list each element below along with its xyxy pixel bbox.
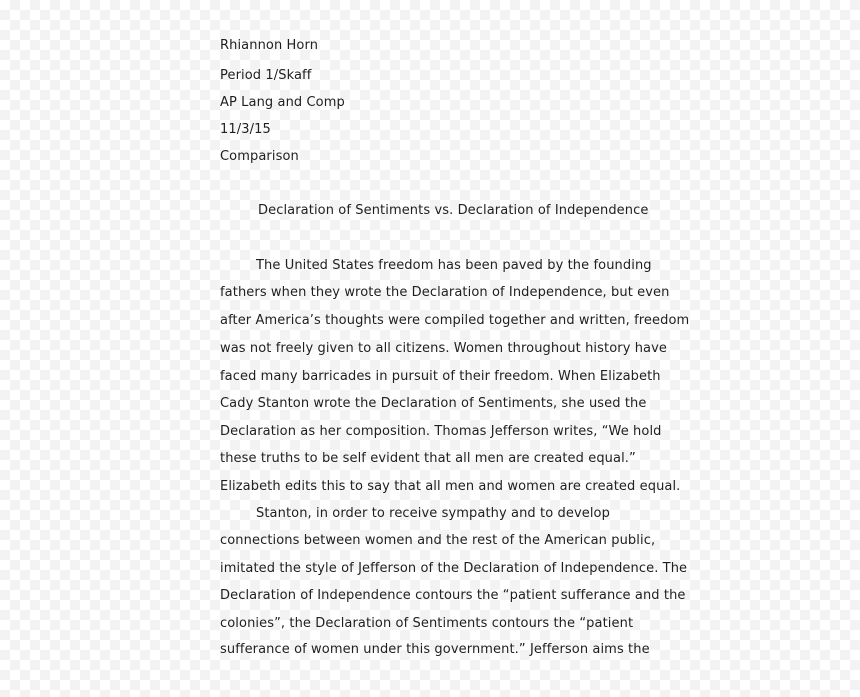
assignment-type: Comparison	[220, 149, 299, 164]
paragraph-line: The United States freedom has been paved by the founding	[256, 258, 652, 273]
paragraph-line: connections between women and the rest of the American public,	[220, 533, 656, 548]
paragraph-line: these truths to be self evident that all men are created equal.”	[220, 451, 636, 466]
paragraph-line: faced many barricades in pursuit of their freedom. When Elizabeth	[220, 369, 661, 384]
paragraph-line: Stanton, in order to receive sympathy and to develop	[256, 506, 610, 521]
author-name: Rhiannon Horn	[220, 38, 319, 53]
paragraph-line: was not freely given to all citizens. Women throughout history have	[220, 341, 668, 356]
paragraph-line: after America’s thoughts were compiled together and written, freedom	[220, 313, 690, 328]
paragraph-line: fathers when they wrote the Declaration of Independence, but even	[220, 285, 670, 300]
paragraph-line: sufferance of women under this government.” Jefferson aims the	[220, 642, 650, 657]
paragraph-line: Declaration as her composition. Thomas Jefferson writes, “We hold	[220, 424, 662, 439]
class-period: Period 1/Skaff	[220, 68, 312, 83]
course-name: AP Lang and Comp	[220, 95, 345, 110]
paragraph-line: Cady Stanton wrote the Declaration of Sentiments, she used the	[220, 396, 647, 411]
essay-title: Declaration of Sentiments vs. Declaration of Independence	[258, 203, 649, 218]
paragraph-line: Declaration of Independence contours the “patient sufferance and the	[220, 588, 686, 603]
paragraph-line: colonies”, the Declaration of Sentiments contours the “patient	[220, 616, 634, 631]
paragraph-line: Elizabeth edits this to say that all men and women are created equal.	[220, 479, 681, 494]
date: 11/3/15	[220, 122, 271, 137]
paragraph-line: imitated the style of Jefferson of the Declaration of Independence. The	[220, 561, 688, 576]
